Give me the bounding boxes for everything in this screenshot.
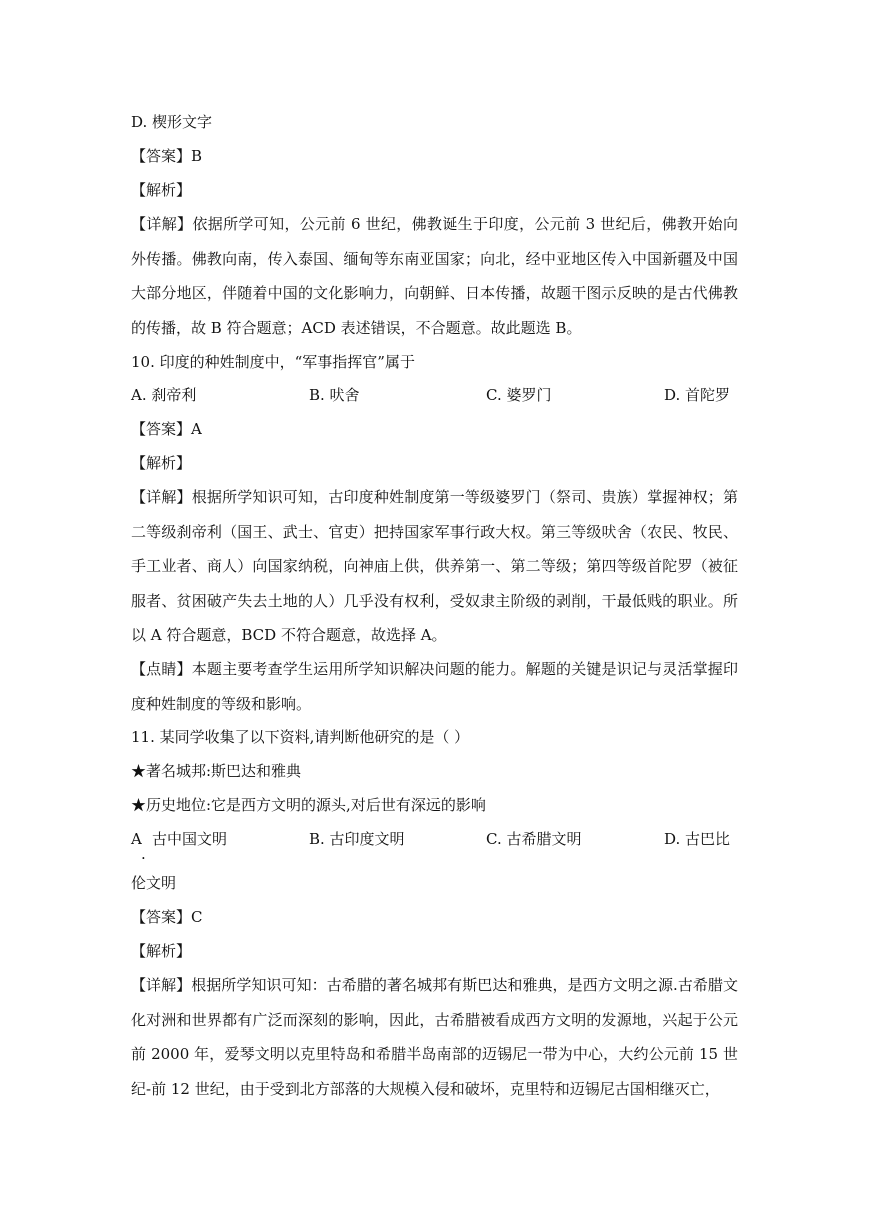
answer-tag: 【答案】 bbox=[131, 420, 192, 438]
q10-comment bbox=[131, 652, 738, 721]
q11-option-b: B. 古印度文明 bbox=[309, 830, 405, 848]
comment-text: 本题主要考查学生运用所学知识解决问题的能力。解题的关键是识记与灵活掌握印度种姓制度的等级和影响。 bbox=[131, 660, 738, 713]
q11-option-d-continued: 伦文明 bbox=[131, 874, 177, 892]
q10-detail bbox=[131, 480, 738, 653]
answer-tag: 【答案】 bbox=[131, 908, 192, 926]
q10-option-c: C. 婆罗门 bbox=[486, 386, 552, 404]
q11-stem: 11. 某同学收集了以下资料,请判断他研究的是（ ） bbox=[131, 728, 470, 746]
q9-answer bbox=[131, 146, 202, 166]
q10-answer bbox=[131, 419, 202, 439]
q11-clue-1: ★著名城邦:斯巴达和雅典 bbox=[131, 762, 302, 780]
answer-value: C bbox=[191, 908, 203, 926]
q9-analysis-tag: 【解析】 bbox=[131, 181, 192, 199]
q9-detail bbox=[131, 207, 738, 345]
q11-option-a-text: 古中国文明 bbox=[152, 830, 228, 848]
q11-detail bbox=[131, 968, 738, 1106]
q10-option-b: B. 吠舍 bbox=[309, 386, 360, 404]
q10-option-a: A. 刹帝利 bbox=[131, 386, 197, 404]
q11-option-c: C. 古希腊文明 bbox=[486, 830, 582, 848]
q11-answer bbox=[131, 907, 203, 927]
q10-option-d: D. 首陀罗 bbox=[664, 386, 731, 404]
detail-tag: 【详解】 bbox=[131, 215, 193, 233]
answer-value: A bbox=[191, 420, 202, 438]
q10-stem: 10. 印度的种姓制度中，“军事指挥官”属于 bbox=[131, 353, 415, 371]
q11-option-d: D. 古巴比 bbox=[664, 830, 731, 848]
q11-clue-2: ★历史地位:它是西方文明的源头,对后世有深远的影响 bbox=[131, 796, 486, 814]
detail-tag: 【详解】 bbox=[131, 488, 192, 506]
answer-value: B bbox=[191, 147, 203, 165]
q11-analysis-tag: 【解析】 bbox=[131, 942, 192, 960]
detail-text: 根据所学知识可知，古印度种姓制度第一等级婆罗门（祭司、贵族）掌握神权；第二等级刹帝利（国王、武士、官吏）把持国家军事行政大权。第三等级吠舍（农民、牧民、手工业者、商人）向国家纳税，向神庙上供，供养第一、第二等级；第四等级首陀罗（被征服者、贫困破产失去土地的人）几乎没有权利，受奴隶主阶级的剥削，干最低贱的职业。所以 A 符合题意，BCD 不符合题意，故选择 A。 bbox=[131, 488, 738, 644]
previous-option-d: D. 楔形文字 bbox=[131, 113, 213, 131]
q11-option-a-letter: A bbox=[131, 830, 142, 848]
answer-tag: 【答案】 bbox=[131, 147, 192, 165]
comment-tag: 【点睛】 bbox=[131, 660, 192, 678]
q11-option-a-dot: . bbox=[141, 845, 146, 863]
q10-analysis-tag: 【解析】 bbox=[131, 454, 192, 472]
detail-tag: 【详解】 bbox=[131, 976, 192, 994]
detail-text: 根据所学知识可知：古希腊的著名城邦有斯巴达和雅典，是西方文明之源.古希腊文化对洲和世界都有广泛而深刻的影响，因此，古希腊被看成西方文明的发源地，兴起于公元前 2000 年，爱琴文明以克里特岛和希腊半岛南部的迈锡尼一带为中心，大约公元前 15 世纪-前 12 世纪，由于受到北方部落的大规模入侵和破坏，克里特和迈锡尼古国相继灭亡， bbox=[131, 976, 738, 1098]
detail-text: 依据所学可知，公元前 6 世纪，佛教诞生于印度，公元前 3 世纪后，佛教开始向外传播。佛教向南，传入泰国、缅甸等东南亚国家；向北，经中亚地区传入中国新疆及中国大部分地区，伴随着中国的文化影响力，向朝鲜、日本传播，故题干图示反映的是古代佛教的传播，故 B 符合题意；ACD 表述错误，不合题意。故此题选 B。 bbox=[131, 215, 738, 337]
